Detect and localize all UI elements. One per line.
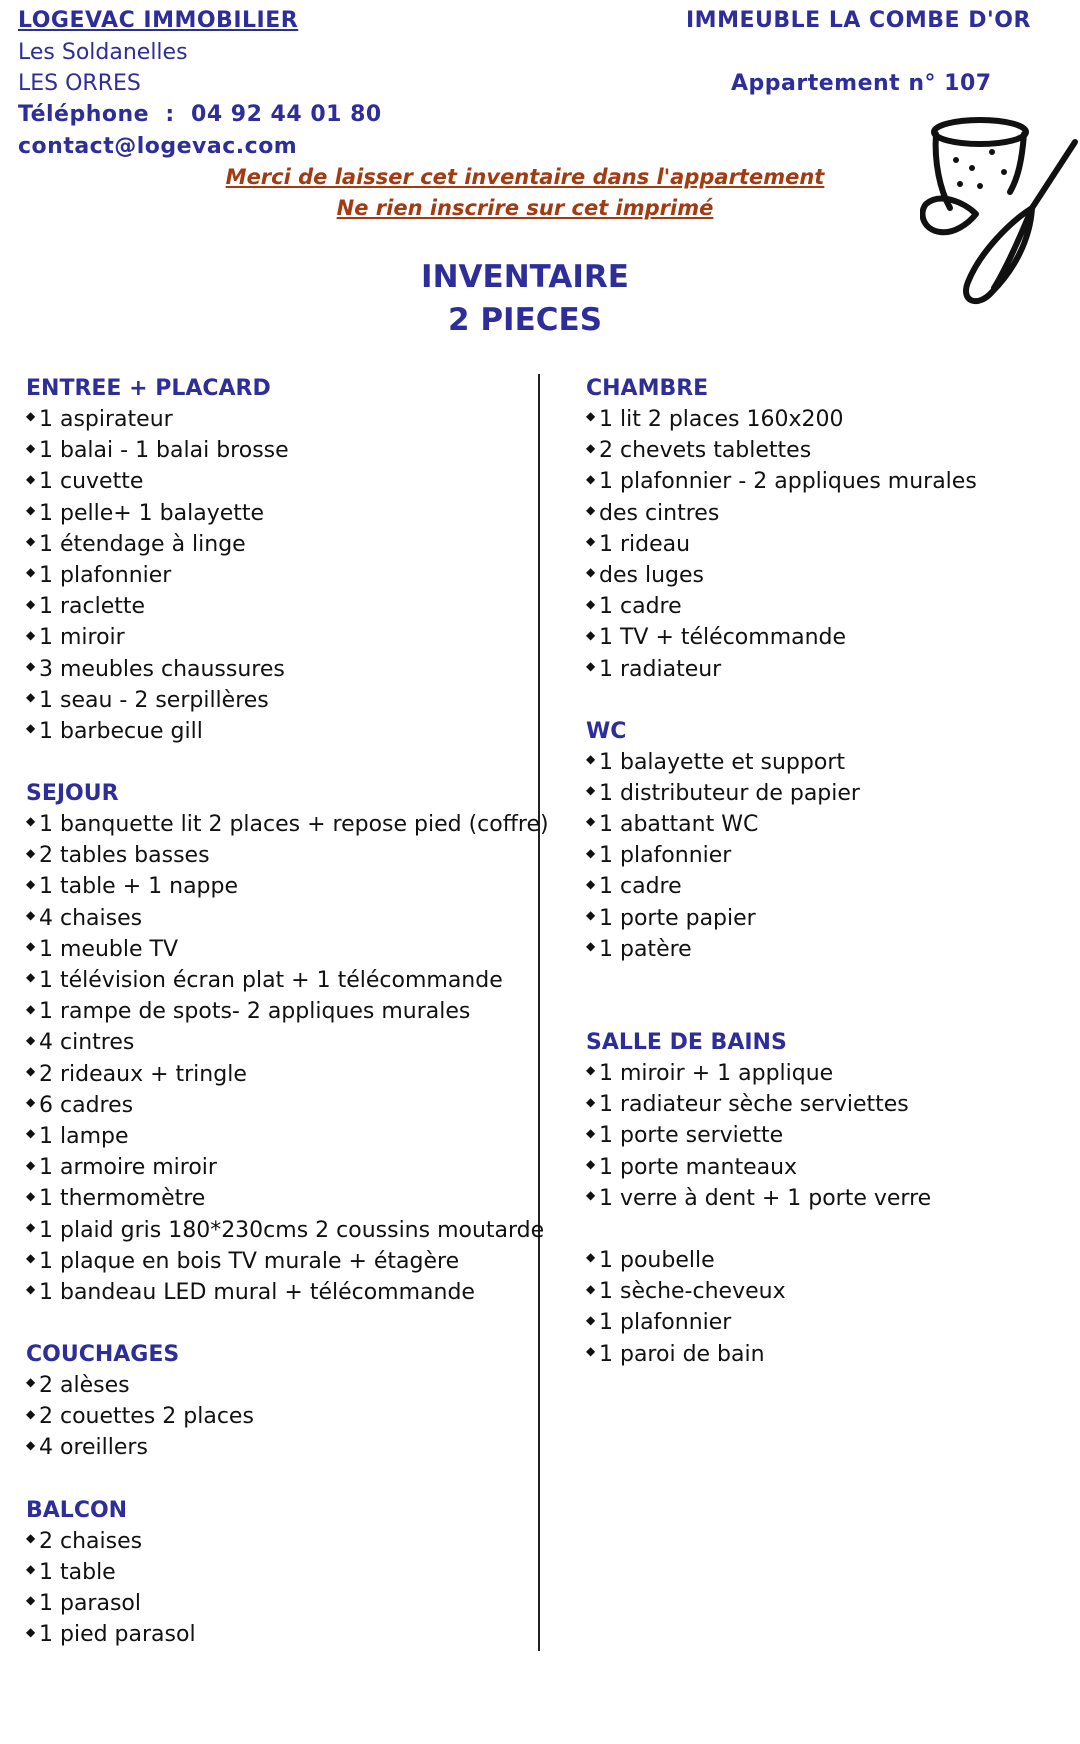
diamond-bullet-icon: ◆	[586, 1156, 596, 1171]
diamond-bullet-icon: ◆	[26, 1219, 36, 1234]
item-text: 1 raclette	[39, 594, 146, 620]
item-text: 1 plaid gris 180*230cms 2 coussins moutarde	[39, 1217, 545, 1243]
item-text: 1 meuble TV	[39, 936, 178, 962]
list-item	[26, 903, 531, 934]
list-item	[586, 1307, 1066, 1338]
section-title: SEJOUR	[26, 781, 119, 807]
list-item	[586, 903, 1066, 934]
diamond-bullet-icon: ◆	[26, 658, 36, 673]
item-text: 1 seau - 2 serpillères	[39, 687, 269, 713]
list-item	[26, 591, 531, 622]
item-text: 1 balayette et support	[599, 749, 845, 775]
diamond-bullet-icon: ◆	[586, 471, 596, 486]
diamond-bullet-icon: ◆	[586, 752, 596, 767]
address-line-1: Les Soldanelles	[18, 40, 188, 65]
item-text: 1 table + 1 nappe	[39, 874, 239, 900]
diamond-bullet-icon: ◆	[586, 1312, 596, 1327]
inventory-section	[586, 716, 1066, 965]
diamond-bullet-icon: ◆	[26, 409, 36, 424]
diamond-bullet-icon: ◆	[586, 440, 596, 455]
list-item	[586, 871, 1066, 902]
item-text: 1 porte serviette	[599, 1123, 784, 1149]
item-text: 1 cadre	[599, 594, 682, 620]
diamond-bullet-icon: ◆	[586, 876, 596, 891]
item-text: 1 lit 2 places 160x200	[599, 407, 844, 432]
list-item	[26, 1526, 531, 1557]
list-item	[26, 1183, 531, 1214]
diamond-bullet-icon: ◆	[26, 1562, 36, 1577]
list-item	[26, 1152, 531, 1183]
item-list	[586, 747, 1066, 965]
item-text: 2 alèses	[39, 1373, 130, 1399]
building-name: IMMEUBLE LA COMBE D'OR	[686, 8, 1031, 33]
list-item	[586, 560, 1066, 591]
bowl-and-whisk-icon	[920, 112, 1080, 312]
list-item	[26, 871, 531, 902]
diamond-bullet-icon: ◆	[586, 845, 596, 860]
page-subtitle: 2 PIECES	[447, 302, 603, 338]
list-item	[26, 1090, 531, 1121]
list-item	[26, 809, 549, 840]
diamond-bullet-icon: ◆	[586, 565, 596, 580]
diamond-bullet-icon: ◆	[26, 502, 36, 517]
item-text: 1 miroir + 1 applique	[599, 1061, 834, 1086]
list-item	[586, 1152, 1066, 1183]
column-divider	[538, 374, 540, 1651]
item-text: 1 cuvette	[39, 469, 144, 495]
diamond-bullet-icon: ◆	[26, 1624, 36, 1639]
diamond-bullet-icon: ◆	[586, 596, 596, 611]
list-item	[26, 840, 531, 871]
diamond-bullet-icon: ◆	[26, 939, 36, 954]
inventory-section	[26, 373, 531, 747]
item-text: 1 patère	[599, 936, 692, 962]
list-item	[586, 435, 1066, 466]
list-item	[26, 466, 531, 497]
section-title: WC	[586, 718, 627, 744]
diamond-bullet-icon: ◆	[26, 440, 36, 455]
item-text: 1 porte papier	[599, 905, 756, 931]
diamond-bullet-icon: ◆	[586, 1343, 596, 1358]
list-item	[26, 1121, 531, 1152]
list-item	[26, 404, 531, 435]
item-text: 1 banquette lit 2 places + repose pied (coffre)	[39, 812, 549, 838]
item-text: 1 bandeau LED mural + télécommande	[39, 1279, 475, 1305]
list-item	[586, 809, 1066, 840]
section-title: COUCHAGES	[26, 1342, 180, 1368]
item-text: 1 balai - 1 balai brosse	[39, 438, 289, 464]
item-text: 1 parasol	[39, 1591, 141, 1616]
item-text: 1 porte manteaux	[599, 1154, 798, 1180]
list-item	[586, 404, 1066, 435]
item-text: 2 rideaux + tringle	[39, 1061, 247, 1087]
item-list	[26, 1526, 531, 1651]
list-item	[586, 498, 1066, 529]
inventory-section	[26, 1339, 531, 1464]
diamond-bullet-icon: ◆	[586, 1250, 596, 1265]
item-text: 1 table	[39, 1559, 116, 1585]
inventory-section	[26, 778, 549, 1308]
diamond-bullet-icon: ◆	[26, 908, 36, 923]
list-item	[26, 1059, 531, 1090]
list-item	[26, 1027, 531, 1058]
item-text: 6 cadres	[39, 1092, 134, 1118]
diamond-bullet-icon: ◆	[26, 690, 36, 705]
list-item	[26, 1215, 545, 1246]
list-item	[26, 1401, 531, 1432]
item-text: 2 couettes 2 places	[39, 1404, 254, 1430]
diamond-bullet-icon: ◆	[586, 1281, 596, 1296]
diamond-bullet-icon: ◆	[586, 627, 596, 642]
item-text: 1 poubelle	[599, 1247, 715, 1273]
diamond-bullet-icon: ◆	[586, 783, 596, 798]
item-text: 1 aspirateur	[39, 407, 173, 432]
diamond-bullet-icon: ◆	[26, 1063, 36, 1078]
list-item	[586, 840, 1066, 871]
inventory-section	[586, 1245, 1066, 1370]
item-text: 1 miroir	[39, 625, 125, 651]
list-item	[586, 1089, 1066, 1120]
diamond-bullet-icon: ◆	[26, 1531, 36, 1546]
diamond-bullet-icon: ◆	[26, 1001, 36, 1016]
section-title: ENTREE + PLACARD	[26, 376, 271, 401]
list-item	[586, 1245, 1066, 1276]
item-list	[586, 1245, 1066, 1370]
diamond-bullet-icon: ◆	[586, 1063, 596, 1078]
list-item	[586, 934, 1066, 965]
inventory-section	[586, 1027, 1066, 1214]
diamond-bullet-icon: ◆	[26, 1375, 36, 1390]
item-text: 2 chaises	[39, 1528, 143, 1554]
item-text: 1 radiateur	[599, 656, 722, 682]
item-text: 1 lampe	[39, 1123, 129, 1149]
diamond-bullet-icon: ◆	[586, 1094, 596, 1109]
item-text: 4 chaises	[39, 905, 143, 931]
diamond-bullet-icon: ◆	[26, 1188, 36, 1203]
diamond-bullet-icon: ◆	[586, 1125, 596, 1140]
right-column	[586, 373, 1066, 1370]
list-item	[586, 747, 1066, 778]
diamond-bullet-icon: ◆	[26, 1437, 36, 1452]
item-text: 1 paroi de bain	[599, 1341, 765, 1367]
list-item	[586, 1120, 1066, 1151]
list-item	[26, 1432, 531, 1463]
item-text: 1 télévision écran plat + 1 télécommande	[39, 968, 503, 993]
item-text: 2 chevets tablettes	[599, 438, 812, 464]
agency-name: LOGEVAC IMMOBILIER	[18, 8, 299, 33]
list-item	[26, 1246, 531, 1277]
diamond-bullet-icon: ◆	[26, 1157, 36, 1172]
item-text: 1 étendage à linge	[39, 531, 246, 557]
diamond-bullet-icon: ◆	[26, 814, 36, 829]
list-item	[26, 965, 531, 996]
list-item	[586, 1058, 1066, 1089]
list-item	[26, 1277, 531, 1308]
list-item	[586, 466, 1066, 497]
diamond-bullet-icon: ◆	[26, 845, 36, 860]
diamond-bullet-icon: ◆	[26, 565, 36, 580]
item-text: 1 distributeur de papier	[599, 780, 860, 806]
diamond-bullet-icon: ◆	[26, 1406, 36, 1421]
left-column	[26, 373, 549, 1650]
item-text: des cintres	[599, 500, 720, 526]
diamond-bullet-icon: ◆	[26, 596, 36, 611]
diamond-bullet-icon: ◆	[26, 534, 36, 549]
list-item	[586, 778, 1066, 809]
diamond-bullet-icon: ◆	[26, 1032, 36, 1047]
list-item	[26, 685, 531, 716]
diamond-bullet-icon: ◆	[26, 721, 36, 736]
item-list	[26, 404, 531, 747]
item-list	[26, 809, 549, 1308]
list-item	[26, 498, 531, 529]
item-text: 1 sèche-cheveux	[599, 1279, 786, 1305]
list-item	[26, 1619, 531, 1650]
section-title: BALCON	[26, 1497, 128, 1523]
list-item	[586, 1183, 1066, 1214]
item-text: 1 thermomètre	[39, 1186, 206, 1212]
list-item	[26, 1557, 531, 1588]
list-item	[586, 654, 1066, 685]
item-text: 1 cadre	[599, 874, 682, 900]
list-item	[26, 560, 531, 591]
item-text: 1 plafonnier - 2 appliques murales	[599, 469, 977, 495]
item-text: 1 barbecue gill	[39, 718, 203, 744]
diamond-bullet-icon: ◆	[26, 1251, 36, 1266]
item-text: 1 plafonnier	[39, 562, 172, 588]
section-title: SALLE DE BAINS	[586, 1030, 787, 1055]
item-text: 4 oreillers	[39, 1435, 148, 1461]
diamond-bullet-icon: ◆	[586, 1188, 596, 1203]
email-line: contact@logevac.com	[18, 134, 298, 159]
item-text: 1 TV + télécommande	[599, 625, 847, 651]
list-item	[26, 934, 531, 965]
diamond-bullet-icon: ◆	[26, 1593, 36, 1608]
list-item	[26, 622, 531, 653]
item-text: 2 tables basses	[39, 843, 210, 869]
diamond-bullet-icon: ◆	[26, 627, 36, 642]
item-text: 1 rideau	[599, 531, 691, 557]
diamond-bullet-icon: ◆	[586, 534, 596, 549]
item-text: 1 plafonnier	[599, 843, 732, 869]
diamond-bullet-icon: ◆	[586, 409, 596, 424]
item-text: 4 cintres	[39, 1030, 135, 1056]
item-text: 1 pied parasol	[39, 1622, 196, 1648]
list-item	[586, 622, 1066, 653]
diamond-bullet-icon: ◆	[586, 502, 596, 517]
phone-line: Téléphone : 04 92 44 01 80	[18, 102, 382, 127]
item-text: 1 radiateur sèche serviettes	[599, 1092, 909, 1118]
address-line-2: LES ORRES	[18, 71, 141, 96]
item-list	[586, 1058, 1066, 1214]
diamond-bullet-icon: ◆	[586, 908, 596, 923]
list-item	[586, 591, 1066, 622]
diamond-bullet-icon: ◆	[26, 876, 36, 891]
diamond-bullet-icon: ◆	[26, 1282, 36, 1297]
diamond-bullet-icon: ◆	[26, 970, 36, 985]
diamond-bullet-icon: ◆	[586, 658, 596, 673]
inventory-section	[586, 373, 1066, 685]
item-text: 1 rampe de spots- 2 appliques murales	[39, 999, 471, 1025]
section-title: CHAMBRE	[586, 376, 709, 401]
list-item	[26, 654, 531, 685]
diamond-bullet-icon: ◆	[26, 1095, 36, 1110]
notice-line-1: Merci de laisser cet inventaire dans l'appartement	[225, 165, 825, 189]
list-item	[26, 1588, 531, 1619]
apartment-number: Appartement n° 107	[731, 71, 992, 96]
list-item	[586, 1339, 1066, 1370]
list-item	[26, 435, 531, 466]
item-text: 1 abattant WC	[599, 812, 759, 838]
inventory-section	[26, 1495, 531, 1651]
list-item	[26, 716, 531, 747]
page-title: INVENTAIRE	[421, 259, 629, 295]
diamond-bullet-icon: ◆	[26, 471, 36, 486]
list-item	[26, 1370, 531, 1401]
item-text: 1 pelle+ 1 balayette	[39, 500, 265, 526]
list-item	[586, 1276, 1066, 1307]
item-text: 1 verre à dent + 1 porte verre	[599, 1185, 932, 1211]
diamond-bullet-icon: ◆	[586, 814, 596, 829]
item-list	[586, 404, 1066, 685]
diamond-bullet-icon: ◆	[26, 1126, 36, 1141]
list-item	[26, 529, 531, 560]
list-item	[26, 996, 531, 1027]
item-list	[26, 1370, 531, 1464]
item-text: 1 armoire miroir	[39, 1155, 217, 1181]
item-text: 1 plaque en bois TV murale + étagère	[39, 1248, 460, 1274]
item-text: des luges	[599, 562, 704, 588]
diamond-bullet-icon: ◆	[586, 939, 596, 954]
item-text: 3 meubles chaussures	[39, 656, 285, 682]
item-text: 1 plafonnier	[599, 1310, 732, 1336]
list-item	[586, 529, 1066, 560]
notice-line-2: Ne rien inscrire sur cet imprimé	[336, 196, 714, 220]
